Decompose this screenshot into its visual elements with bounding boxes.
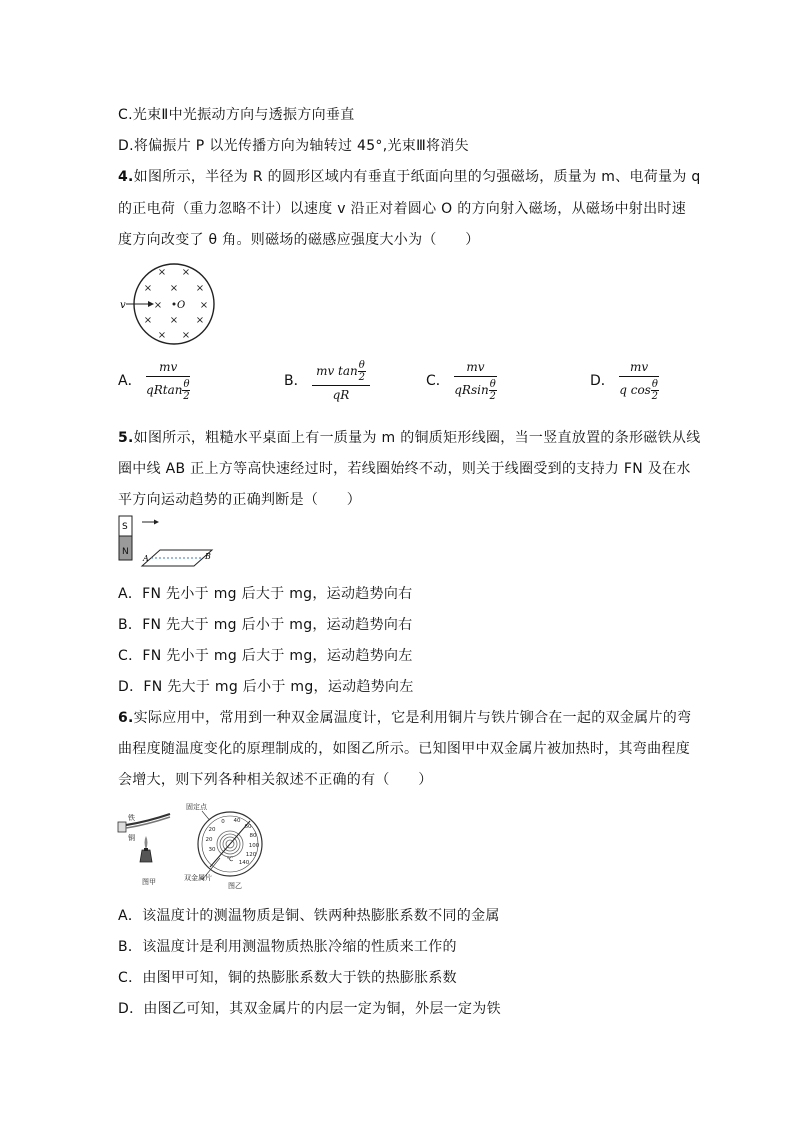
tick-label: 20 xyxy=(208,827,216,833)
q4-option-d xyxy=(590,360,659,402)
q6-option-d: D．由图乙可知，其双金属片的内层一定为铜，外层一定为铁 xyxy=(118,1001,501,1017)
q4-stem-line1 xyxy=(118,166,701,186)
cross-mark: × xyxy=(169,283,179,294)
tick-label: 120 xyxy=(245,852,257,858)
option-d-numerator: mv xyxy=(619,360,659,377)
q4-figure-magnetic-field xyxy=(118,258,228,348)
option-c-numerator: mv xyxy=(454,360,496,377)
option-b-numerator: mv tan $\frac{\theta}{2}$ xyxy=(312,360,370,386)
q4-option-b xyxy=(284,360,370,402)
iron-label: 铁 xyxy=(128,814,135,822)
cross-mark: × xyxy=(143,315,153,326)
tick-label: 60 xyxy=(244,824,252,830)
option-c-label: C． xyxy=(426,373,450,389)
option-a-denominator: qRtan $\frac{\theta}{2}$ xyxy=(146,379,190,402)
option-b-label: B． xyxy=(284,373,308,389)
center-label: O xyxy=(177,300,186,311)
q4-option-a xyxy=(118,360,190,402)
a-label: A xyxy=(143,554,149,563)
option-d-label: D． xyxy=(590,373,615,389)
q5-text-1: 如图所示，粗糙水平桌面上有一质量为 m 的铜质矩形线圈，当一竖直放置的条形磁铁从线 xyxy=(133,430,701,446)
tick-label: 30 xyxy=(208,847,216,853)
q4-text-1: 如图所示，半径为 R 的圆形区域内有垂直于纸面向里的匀强磁场，质量为 m、电荷量为 q xyxy=(133,169,701,185)
q6-text-1: 实际应用中，常用到一种双金属温度计，它是利用铜片与铁片铆合在一起的双金属片的弯 xyxy=(133,710,692,726)
q6-option-a: A．该温度计的测温物质是铜、铁两种热膨胀系数不同的金属 xyxy=(118,908,500,924)
bimetal-label: 双金属片 xyxy=(184,874,212,882)
cross-mark: × xyxy=(181,267,191,278)
q5-option-c: C．FN 先小于 mg 后大于 mg，运动趋势向左 xyxy=(118,648,413,664)
option-d-denominator: q cos $\frac{\theta}{2}$ xyxy=(619,379,659,402)
option-c-fraction xyxy=(454,360,496,402)
n-label: N xyxy=(122,547,129,557)
cross-mark: × xyxy=(169,315,179,326)
q5-option-a: A．FN 先小于 mg 后大于 mg，运动趋势向右 xyxy=(118,586,413,602)
cross-mark: × xyxy=(143,283,153,294)
q6-figure-b-thermometer-dial xyxy=(180,800,270,892)
clamp xyxy=(118,822,126,832)
b-label: B xyxy=(205,552,211,561)
option-b-fraction xyxy=(312,360,370,402)
q5-number: 5. xyxy=(118,430,134,446)
q3-option-c: C.光束Ⅱ中光振动方向与透振方向垂直 xyxy=(118,107,355,123)
tick-label: 80 xyxy=(249,833,257,839)
q5-stem-line3: 平方向运动趋势的正确判断是（ ） xyxy=(118,492,362,508)
q3-option-d: D.将偏振片 P 以光传播方向为轴转过 45°,光束Ⅲ将消失 xyxy=(118,138,469,154)
q6-stem-line3: 会增大，则下列各种相关叙述不正确的有（ ） xyxy=(118,772,433,788)
flame-icon xyxy=(145,836,148,850)
q5-figure-magnet-coil xyxy=(116,514,216,568)
option-c-denominator: qRsin $\frac{\theta}{2}$ xyxy=(454,379,496,402)
s-label: S xyxy=(122,522,128,532)
cross-mark: × xyxy=(157,267,167,278)
q5-stem-line2: 圈中线 AB 正上方等高快速经过时，若线圈始终不动，则关于线圈受到的支持力 FN 及在水 xyxy=(118,461,691,477)
tick-label: 20 xyxy=(205,837,213,843)
tick-label: 100 xyxy=(248,843,260,849)
tick-label: 40 xyxy=(233,818,241,824)
q5-option-d: D．FN 先大于 mg 后小于 mg，运动趋势向左 xyxy=(118,679,414,695)
tick-label: 0 xyxy=(221,819,225,825)
cross-mark: × xyxy=(199,300,209,311)
tick-label: 140 xyxy=(238,860,250,866)
alcohol-lamp xyxy=(140,850,152,862)
q5-option-b: B．FN 先大于 mg 后小于 mg，运动趋势向右 xyxy=(118,617,413,633)
copper-label: 铜 xyxy=(128,834,135,842)
option-a-fraction xyxy=(146,360,190,402)
velocity-label: v xyxy=(120,300,126,311)
cross-mark: × xyxy=(157,330,167,341)
q5-stem-line1 xyxy=(118,427,701,447)
option-b-denominator: qR xyxy=(332,388,350,402)
q6-option-b: B．该温度计是利用测温物质热胀冷缩的性质来工作的 xyxy=(118,939,457,955)
option-d-fraction xyxy=(619,360,659,402)
figure-a-caption: 图甲 xyxy=(142,878,156,886)
unit-label: ℃ xyxy=(226,856,234,863)
cross-mark: × xyxy=(153,300,163,311)
q6-stem-line2: 曲程度随温度变化的原理制成的，如图乙所示。已知图甲中双金属片被加热时，其弯曲程度 xyxy=(118,741,690,757)
q4-number: 4. xyxy=(118,169,134,185)
cross-mark: × xyxy=(195,315,205,326)
motion-arrowhead xyxy=(154,520,159,525)
q4-stem-line2: 的正电荷（重力忽略不计）以速度 v 沿正对着圆心 O 的方向射入磁场，从磁场中射出时速 xyxy=(118,201,687,217)
q4-stem-line3: 度方向改变了 θ 角。则磁场的磁感应强度大小为（ ） xyxy=(118,232,480,248)
q4-option-c xyxy=(426,360,497,402)
cross-mark: × xyxy=(195,283,205,294)
q6-number: 6. xyxy=(118,710,134,726)
q6-stem-line1 xyxy=(118,707,691,727)
q6-option-c: C．由图甲可知，铜的热膨胀系数大于铁的热膨胀系数 xyxy=(118,970,457,986)
option-a-numerator: mv xyxy=(146,360,190,377)
cross-mark: × xyxy=(181,330,191,341)
figure-b-caption: 图乙 xyxy=(228,882,242,890)
q6-figure-a-heated-strip xyxy=(116,810,176,890)
fixed-point-label: 固定点 xyxy=(186,803,207,811)
lamp-wick xyxy=(144,848,148,851)
option-a-label: A． xyxy=(118,373,142,389)
center-dot xyxy=(173,303,176,306)
